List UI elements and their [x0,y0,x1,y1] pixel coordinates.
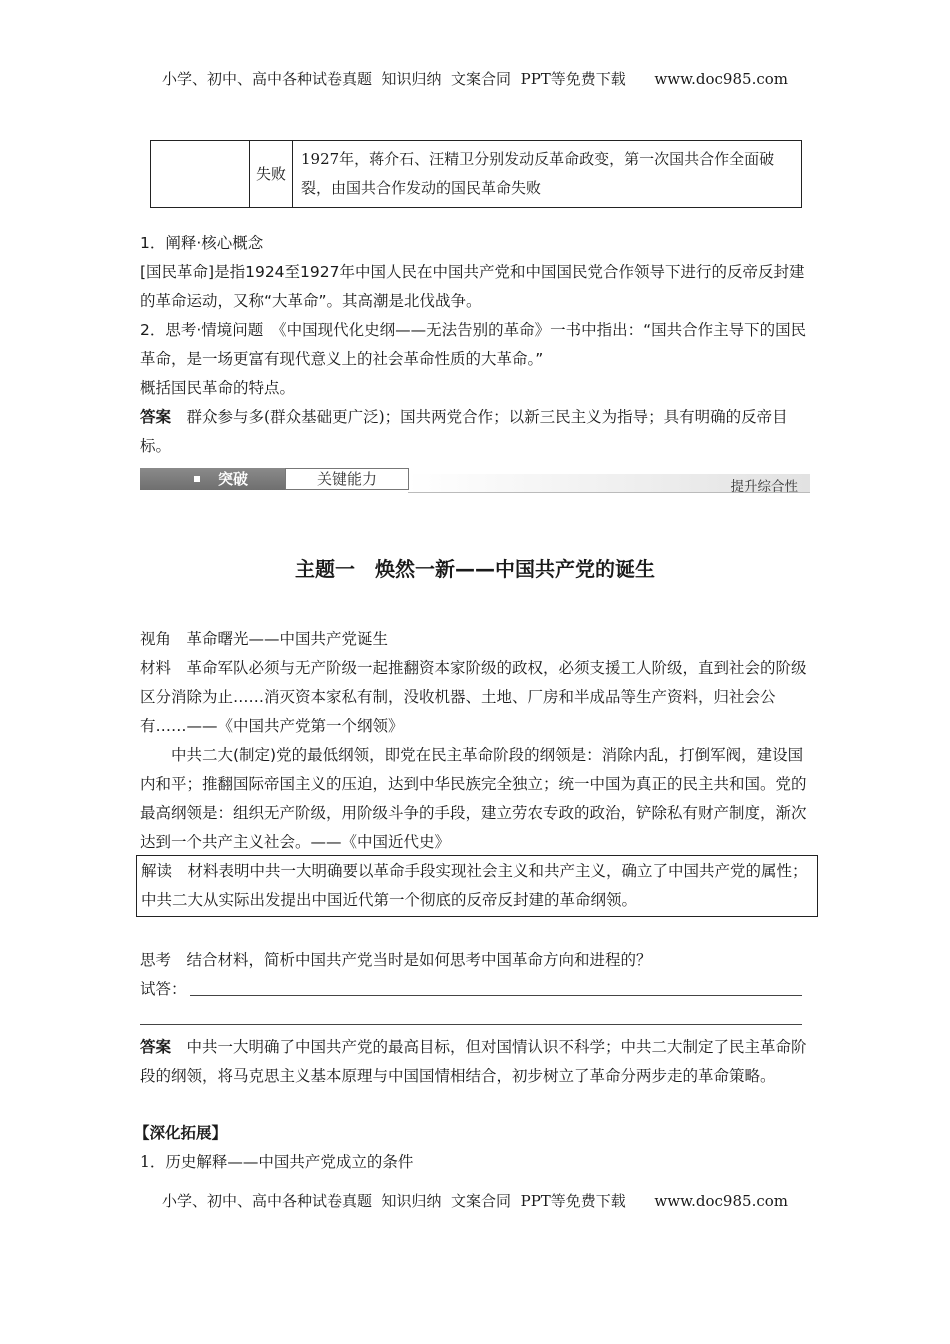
table-row [151,141,802,208]
topic-answer [140,1033,810,1091]
view-label: 视角 [140,630,172,648]
banner-right-label: 提升综合性 [730,479,798,495]
material1 [140,654,810,741]
interpret-text: 材料表明中共一大明确要以革命手段实现社会主义和共产主义，确立了中国共产党的属性；中共二大从实际出发提出中国近代第一个彻底的反帝反封建的革命纲领。 [141,862,808,909]
view-text: 革命曙光——中国共产党诞生 [186,630,389,648]
section2-block [140,316,810,374]
page-header: 小学、初中、高中各种试卷真题 知识归纳 文案合同 PPT等免费下载 www.doc985.com [161,70,788,88]
interpret-line [141,857,811,915]
empty-cell [151,141,250,208]
section2-heading: 2．思考·情境问题 [140,321,264,339]
interpret-label: 解读 [141,862,173,880]
banner-middle-label: 关键能力 [285,468,409,490]
think-line [140,946,810,975]
section1-text: [国民革命]是指1924至1927年中国人民在中国共产党和中国国民党合作领导下进行的反帝反封建的革命运动，又称“大革命”。其高潮是北伐战争。 [140,263,805,310]
square-bullet-icon [194,476,200,482]
answer-line-1[interactable] [190,994,802,996]
answer-label: 答案 [140,1038,172,1056]
section2-question: 概括国民革命的特点。 [140,379,296,397]
expand-item: 1．历史解释——中国共产党成立的条件 [140,1153,414,1171]
expand-heading: 【深化拓展】 [134,1124,228,1142]
topic-title: 主题一 焕然一新——中国共产党的诞生 [295,557,655,581]
material-label: 材料 [140,659,172,677]
try-label: 试答： [140,980,187,998]
answer-label: 答案 [140,408,172,426]
answer-text: 中共一大明确了中国共产党的最高目标，但对国情认识不科学；中共二大制定了民主革命阶段的纲领，将马克思主义基本原理与中国国情相结合，初步树立了革命分两步走的革命策略。 [140,1038,807,1085]
banner-left-label: 突破 [218,470,249,488]
think-label: 思考 [140,951,172,969]
section2-answer [140,403,810,461]
material2-text: 中共二大(制定)党的最低纲领，即党在民主革命阶段的纲领是：消除内乱，打倒军阀，建设国内和平；推翻国际帝国主义的压迫，达到中华民族完全独立；统一中国为真正的民主共和国。党的最高纲领是：组织无产阶级，用阶级斗争的手段，建立劳农专政的政治，铲除私有财产制度，渐次达到一个共产主义社会。——《中国近代史》 [140,746,807,851]
think-text: 结合材料，简析中国共产党当时是如何思考中国革命方向和进程的？ [186,951,652,969]
section-banner [140,466,810,495]
answer-line-2[interactable] [140,1023,802,1025]
view-line [140,625,810,654]
answer-text: 群众参与多(群众基础更广泛)；国共两党合作；以新三民主义为指导；具有明确的反帝目标。 [140,408,788,455]
banner-left [140,468,285,490]
summary-table [150,140,802,208]
row-label-cell: 失败 [250,141,293,208]
material1-text: 革命军队必须与无产阶级一起推翻资本家阶级的政权，必须支援工人阶级，直到社会的阶级区分消除为止……消灭资本家私有制，没收机器、土地、厂房和半成品等生产资料，归社会公有……——《中国共产党第一个纲领》 [140,659,807,735]
row-content-cell: 1927年，蒋介石、汪精卫分别发动反革命政变，第一次国共合作全面破裂，由国共合作发动的国民革命失败 [293,141,802,208]
section2-quote: 《中国现代化史纲——无法告别的革命》一书中指出：“国共合作主导下的国民革命，是一场更富有现代意义上的社会革命性质的大革命。” [140,321,807,368]
page-footer: 小学、初中、高中各种试卷真题 知识归纳 文案合同 PPT等免费下载 www.doc985.com [161,1192,788,1210]
section1-heading: 1．阐释·核心概念 [140,234,264,252]
